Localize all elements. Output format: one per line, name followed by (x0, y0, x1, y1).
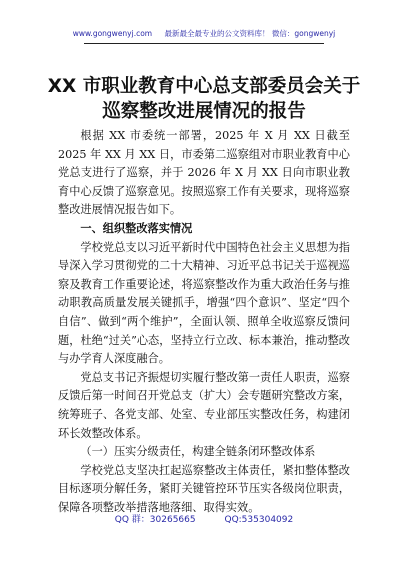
header-rule (84, 43, 324, 44)
intro-paragraph: 根据 XX 市委统一部署，2025 年 X 月 XX 日截至 2025 年 XX 月 XX 日，市委第二巡察组对市职业教育中心党总支进行了巡察，并于 2026 年 X 月 XX 日向市职业教育中心反馈了巡察意见。按照巡察工作有关要求，现将巡察整改进展情况报告如下。 (58, 129, 350, 217)
site-tagline: 最新最全最专业的公文资料库！ 微信：gongwenyj (164, 29, 336, 38)
footer-qq: QQ:535304092 (224, 515, 294, 525)
body-paragraph: 学校党总支坚决扛起巡察整改主体责任，紧扣整体整改目标逐项分解任务，紧盯关键管控环节压实各级岗位职责，保障各项整改举措落地落细、取得实效。 (58, 463, 350, 514)
body-paragraph: 学校党总支以习近平新时代中国特色社会主义思想为指导深入学习贯彻党的二十大精神、习近平总书记关于巡视巡察及教育工作重要论述，将巡察整改作为重大政治任务与推动职教高质量发展关键抓手，增强“四个意识”、坚定“四个自信”、做到“两个维护”，全面认领、照单全收巡察反馈问题，杜绝“过关”心态，坚持立行立改、标本兼治，推动整改与办学育人深度融合。 (58, 240, 350, 366)
page-footer (0, 512, 408, 525)
document-title: XX 市职业教育中心总支部委员会关于巡察整改进展情况的报告 (47, 76, 361, 122)
subsection-heading: （一）压实分级责任，构建全链条闭环整改体系 (80, 445, 316, 459)
site-url: www.gongwenyj.com (72, 29, 153, 38)
section-heading: 一、组织整改落实情况 (80, 221, 193, 235)
site-header (0, 28, 408, 39)
footer-qq-group: QQ 群：30265665 (114, 515, 196, 525)
document-body (58, 127, 350, 517)
body-paragraph: 党总支书记齐振煜切实履行整改第一责任人职责，巡察反馈后第一时间召开党总支（扩大）会专题研究整改方案，统筹班子、各党支部、处室、专业部压实整改任务，构建闭环长效整改体系。 (58, 370, 350, 440)
